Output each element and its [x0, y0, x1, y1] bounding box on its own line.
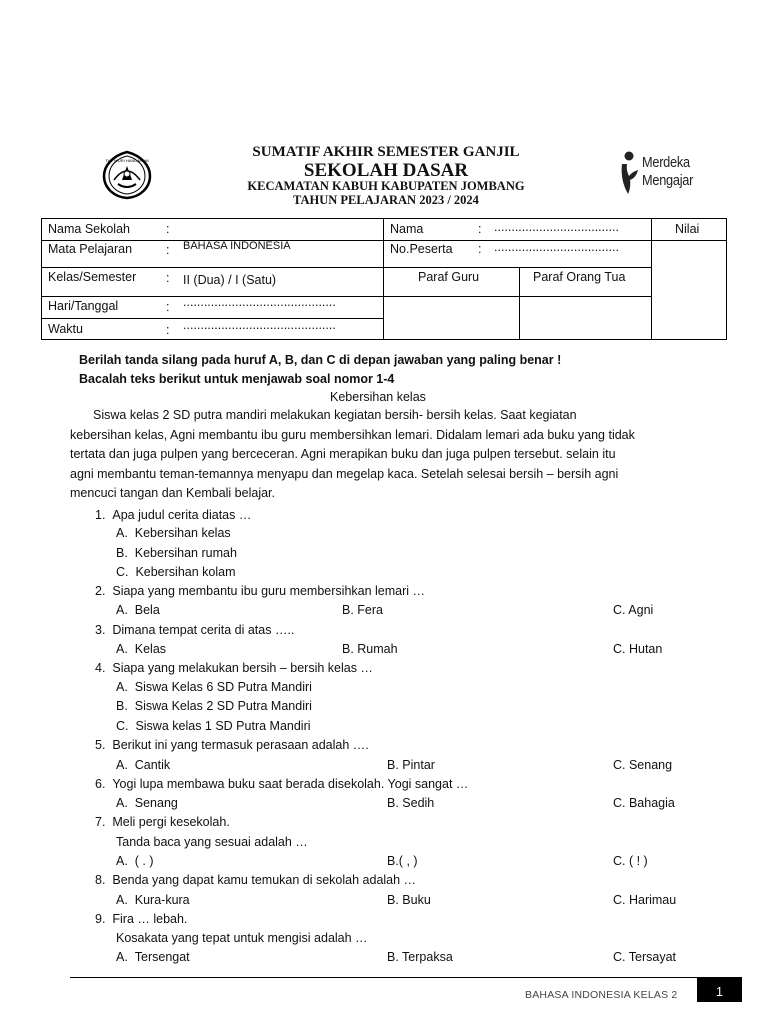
question-8: 8. Benda yang dapat kamu temukan di sekolah adalah … [95, 873, 417, 887]
option-3c: C. Hutan [613, 642, 663, 656]
option-1b: B. Kebersihan rumah [116, 546, 237, 560]
option-3a: A. Kelas [116, 642, 167, 656]
identity-table [41, 218, 727, 340]
option-7a: A. ( . ) [116, 854, 154, 868]
colon: : [166, 323, 170, 337]
footer-divider [70, 977, 742, 978]
option-8b: B. Buku [387, 893, 431, 907]
option-1c: C. Kebersihan kolam [116, 565, 236, 579]
date-value: ............................................ [183, 295, 336, 309]
colon: : [478, 242, 482, 256]
question-4: 4. Siapa yang melakukan bersih – bersih kelas … [95, 661, 373, 675]
date-label: Hari/Tanggal [48, 299, 119, 313]
merdeka-mengajar-logo [618, 148, 710, 198]
option-9b: B. Terpaksa [387, 950, 453, 964]
option-3b: B. Rumah [342, 642, 398, 656]
question-7-prompt: Tanda baca yang sesuai adalah … [116, 835, 308, 849]
option-8c: C. Harimau [613, 893, 677, 907]
student-name-value: .................................... [494, 220, 620, 234]
option-5c: C. Senang [613, 758, 673, 772]
option-9a: A. Tersengat [116, 950, 190, 964]
colon: : [166, 271, 170, 285]
option-2b: B. Fera [342, 603, 383, 617]
tut-wuri-handayani-logo [100, 150, 154, 200]
story-line: tertata dan juga pulpen yang berceceran. Agni merapikan buku dan juga pulpen tersebut. selain itu [70, 447, 616, 461]
question-5: 5. Berikut ini yang termasuk perasaan adalah …. [95, 738, 369, 752]
story-line: mencuci tangan dan Kembali belajar. [70, 486, 275, 500]
participant-number-label: No.Peserta [390, 242, 453, 256]
question-1: 1. Apa judul cerita diatas … [95, 508, 252, 522]
participant-number-value: .................................... [494, 240, 620, 254]
mengajar-text: Mengajar [642, 173, 694, 189]
question-7: 7. Meli pergi kesekolah. [95, 815, 230, 829]
question-2: 2. Siapa yang membantu ibu guru membersihkan lemari … [95, 584, 426, 598]
time-value: ............................................ [183, 318, 336, 332]
student-name-label: Nama [390, 222, 424, 236]
instruction-1: Berilah tanda silang pada huruf A, B, dan C di depan jawaban yang paling benar ! [79, 353, 562, 367]
story-line: kebersihan kelas, Agni membantu ibu guru membersihkan lemari. Didalam lemari ada buku yang tidak [70, 427, 635, 442]
option-9c: C. Tersayat [613, 950, 676, 964]
school-name-label: Nama Sekolah [48, 222, 130, 236]
colon: : [478, 222, 482, 236]
svg-text:TUT WURI HANDAYANI: TUT WURI HANDAYANI [105, 158, 149, 163]
time-label: Waktu [48, 322, 83, 336]
option-7b: B.( , ) [387, 854, 418, 868]
subject-value: BAHASA INDONESIA [183, 240, 291, 252]
parent-signature-label: Paraf Orang Tua [533, 270, 626, 284]
option-4a: A. Siswa Kelas 6 SD Putra Mandiri [116, 680, 312, 694]
school-year: TAHUN PELAJARAN 2023 / 2024 [293, 193, 479, 207]
story-line: agni membantu teman-temannya menyapu dan megelap kaca. Setelah selesai bersih – bersih agni [70, 466, 619, 481]
colon: : [166, 300, 170, 314]
story-text [70, 406, 710, 504]
colon: : [166, 243, 170, 257]
exam-title: SUMATIF AKHIR SEMESTER GANJIL [252, 144, 520, 160]
option-7c: C. ( ! ) [613, 854, 648, 868]
option-4c: C. Siswa kelas 1 SD Putra Mandiri [116, 719, 311, 733]
story-line: Siswa kelas 2 SD putra mandiri melakukan kegiatan bersih- bersih kelas. Saat kegiatan [93, 408, 577, 422]
class-semester-label: Kelas/Semester [48, 270, 137, 284]
option-5b: B. Pintar [387, 758, 435, 772]
question-3: 3. Dimana tempat cerita di atas ….. [95, 623, 295, 637]
teacher-signature-label: Paraf Guru [418, 270, 480, 284]
option-6c: C. Bahagia [613, 796, 675, 810]
colon: : [166, 222, 170, 236]
score-label: Nilai [675, 222, 700, 236]
option-1a: A. Kebersihan kelas [116, 526, 231, 540]
option-6b: B. Sedih [387, 796, 435, 810]
story-title: Kebersihan kelas [330, 390, 426, 404]
footer-subject: BAHASA INDONESIA KELAS 2 [525, 989, 678, 1001]
question-9-prompt: Kosakata yang tepat untuk mengisi adalah … [116, 931, 368, 945]
option-8a: A. Kura-kura [116, 893, 190, 907]
district: KECAMATAN KABUH KABUPATEN JOMBANG [247, 179, 525, 193]
school-level: SEKOLAH DASAR [303, 160, 469, 181]
option-2c: C. Agni [613, 603, 654, 617]
class-semester-value: II (Dua) / I (Satu) [183, 273, 277, 287]
option-5a: A. Cantik [116, 758, 171, 772]
subject-label: Mata Pelajaran [48, 242, 133, 256]
page-number: 1 [697, 978, 742, 1002]
merdeka-text: Merdeka [642, 155, 690, 171]
option-4b: B. Siswa Kelas 2 SD Putra Mandiri [116, 699, 312, 713]
merdeka-mengajar-icon [618, 150, 642, 196]
option-6a: A. Senang [116, 796, 178, 810]
question-6: 6. Yogi lupa membawa buku saat berada disekolah. Yogi sangat … [95, 777, 469, 791]
question-9: 9. Fira … lebah. [95, 912, 188, 926]
instruction-2: Bacalah teks berikut untuk menjawab soal nomor 1-4 [79, 372, 395, 386]
option-2a: A. Bela [116, 603, 160, 617]
